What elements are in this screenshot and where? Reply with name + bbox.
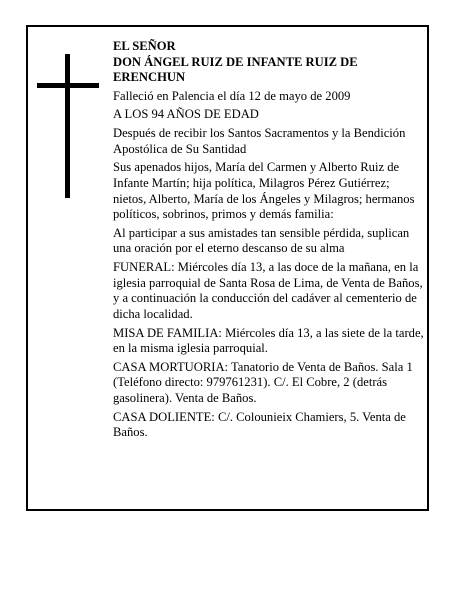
funeral-info: FUNERAL: Miércoles día 13, a las doce de la mañana, en la iglesia parroquial de Santa Rosa de Lima, de Venta de Baños, y a continuación la conducción del cadáver al cementerio de dicha localidad. <box>113 259 423 322</box>
prayer-request: Al participar a sus amistades tan sensible pérdida, suplican una oración por el eterno descanso de su alma <box>113 225 410 256</box>
death-notice: Falleció en Palencia el día 12 de mayo de 2009 <box>113 88 351 103</box>
obituary-text <box>113 39 425 444</box>
family-mass-info: MISA DE FAMILIA: Miércoles día 13, a las siete de la tarde, en la misma iglesia parroquial. <box>113 325 424 356</box>
age-at-death: A LOS 94 AÑOS DE EDAD <box>113 107 259 122</box>
funeral-home-info: CASA MORTUORIA: Tanatorio de Venta de Baños. Sala 1 (Teléfono directo: 979761231). C/. El Cobre, 2 (detrás gasolinera). Venta de Baños. <box>113 359 413 406</box>
cross-vertical-bar <box>65 54 70 198</box>
deceased-title: EL SEÑOR <box>113 39 176 53</box>
family-list: Sus apenados hijos, María del Carmen y Alberto Ruiz de Infante Martín; hija política, Milagros Pérez Gutiérrez; nietos, Alberto, María de los Ángeles y Milagros; hermanos políticos, sobrinos, primos y demás familia: <box>113 160 415 222</box>
cross-icon <box>37 54 99 198</box>
mourning-house-info: CASA DOLIENTE: C/. Colounieix Chamiers, 5. Venta de Baños. <box>113 409 406 440</box>
sacraments-text: Después de recibir los Santos Sacramentos y la Bendición Apostólica de Su Santidad <box>113 125 406 156</box>
deceased-name: DON ÁNGEL RUIZ DE INFANTE RUIZ DE ERENCHUN <box>113 54 358 85</box>
cross-horizontal-bar <box>37 83 99 88</box>
